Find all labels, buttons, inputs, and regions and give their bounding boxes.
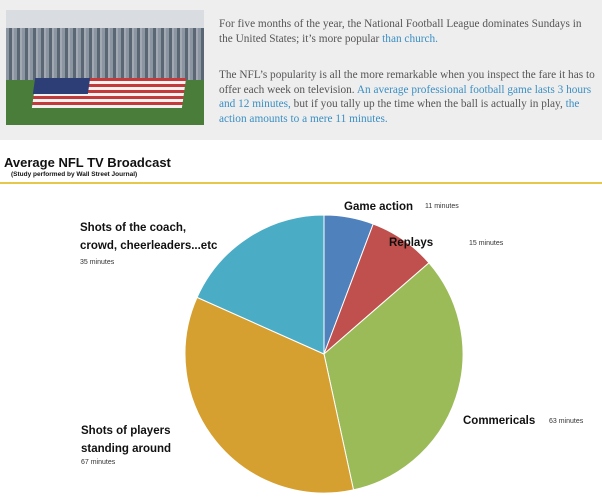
slice-label-game-action: Game action: [344, 201, 414, 213]
chart-subtitle: (Study performed by Wall Street Journal): [11, 171, 138, 178]
slice-label-replays: Replays: [389, 237, 434, 249]
action-minutes-link[interactable]: the action amounts to a mere 11 minutes.: [219, 98, 580, 125]
slice-value-coach-crowd: 35 minutes: [80, 259, 115, 266]
game-length-link[interactable]: An average professional football game lasts 3 hours and 12 minutes,: [219, 83, 592, 110]
slice-label-players-standing: Shots of players standing around: [81, 425, 172, 455]
popularity-paragraph: The NFL’s popularity is all the more remarkable when you inspect the fare it has to offer each week on television. An average professional football game lasts 3 hours and 12 minutes, but if you tally up the time when the ball is actually in play, the action amounts to a mere 11 minutes.: [219, 69, 595, 125]
chart-title: Average NFL TV Broadcast: [4, 155, 171, 170]
slice-label-coach-crowd: Shots of the coach, crowd, cheerleaders...etc: [80, 222, 218, 252]
slice-value-commercials: 63 minutes: [549, 418, 584, 425]
church-link[interactable]: than church.: [382, 32, 438, 45]
intro-paragraph: For five months of the year, the National Football League dominates Sundays in the United States; it’s more popular than church.: [219, 18, 582, 45]
slice-value-players-standing: 67 minutes: [81, 459, 116, 466]
slice-label-commercials: Commericals: [463, 415, 536, 427]
slice-value-replays: 15 minutes: [469, 240, 504, 247]
slice-value-game-action: 11 minutes: [425, 203, 459, 210]
